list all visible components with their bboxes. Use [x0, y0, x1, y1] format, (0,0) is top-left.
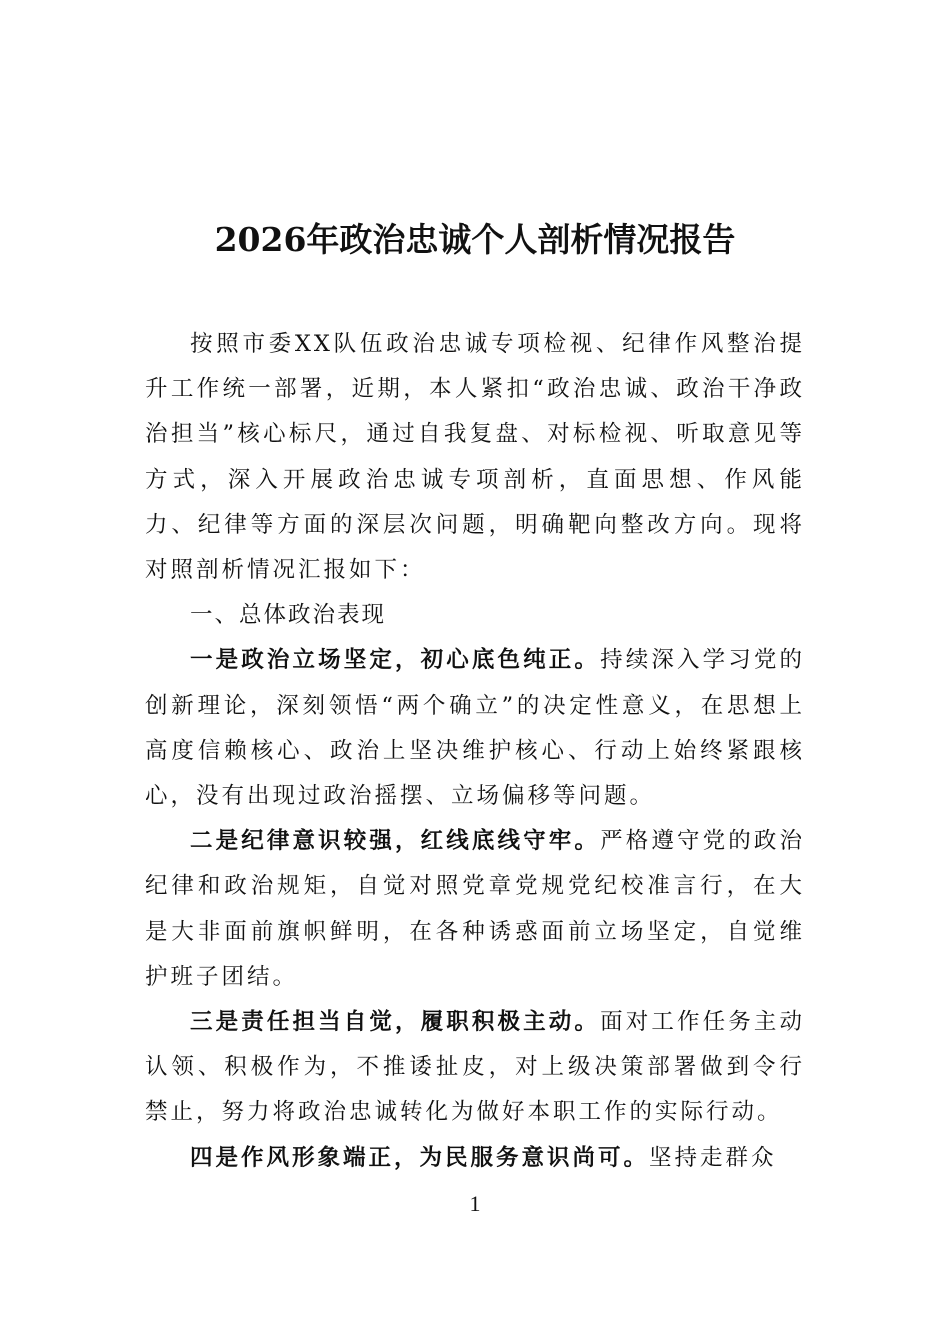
document-body [145, 322, 805, 1181]
point-text: 面对工作任务主动认领、积极作为，不推诿扯皮，对上级决策部署做到令行禁止，努力将政治忠诚转化为做好本职工作的实际行动。 [145, 1009, 805, 1126]
point-lead: 一是政治立场坚定，初心底色纯正。 [190, 647, 601, 674]
point-lead: 四是作风形象端正，为民服务意识尚可。 [190, 1144, 650, 1171]
point-paragraph-1 [145, 638, 805, 819]
section-heading: 一、总体政治表现 [190, 602, 387, 629]
point-text: 严格遵守党的政治纪律和政治规矩，自觉对照党章党规党纪校准言行，在大是大非面前旗帜鲜明，在各种诱惑面前立场坚定，自觉维护班子团结。 [145, 828, 805, 990]
point-paragraph-4 [145, 1136, 805, 1181]
document-title: 2026年政治忠诚个人剖析情况报告 [214, 220, 736, 260]
point-lead: 三是责任担当自觉，履职积极主动。 [190, 1009, 601, 1036]
intro-paragraph: 按照市委XX队伍政治忠诚专项检视、纪律作风整治提升工作统一部署，近期，本人紧扣“政治忠诚、政治干净政治担当”核心标尺，通过自我复盘、对标检视、听取意见等方式，深入开展政治忠诚专项剖析，直面思想、作风能力、纪律等方面的深层次问题，明确靶向整改方向。现将对照剖析情况汇报如下： [145, 331, 805, 584]
point-paragraph-3 [145, 1000, 805, 1136]
point-paragraph-2 [145, 819, 805, 1000]
point-text: 坚持走群众 [649, 1144, 777, 1171]
page-number: 1 [469, 1191, 481, 1216]
point-lead: 二是纪律意识较强，红线底线守牢。 [190, 828, 601, 855]
point-text: 持续深入学习党的创新理论，深刻领悟“两个确立”的决定性意义，在思想上高度信赖核心、政治上坚决维护核心、行动上始终紧跟核心，没有出现过政治摇摆、立场偏移等问题。 [145, 647, 805, 810]
